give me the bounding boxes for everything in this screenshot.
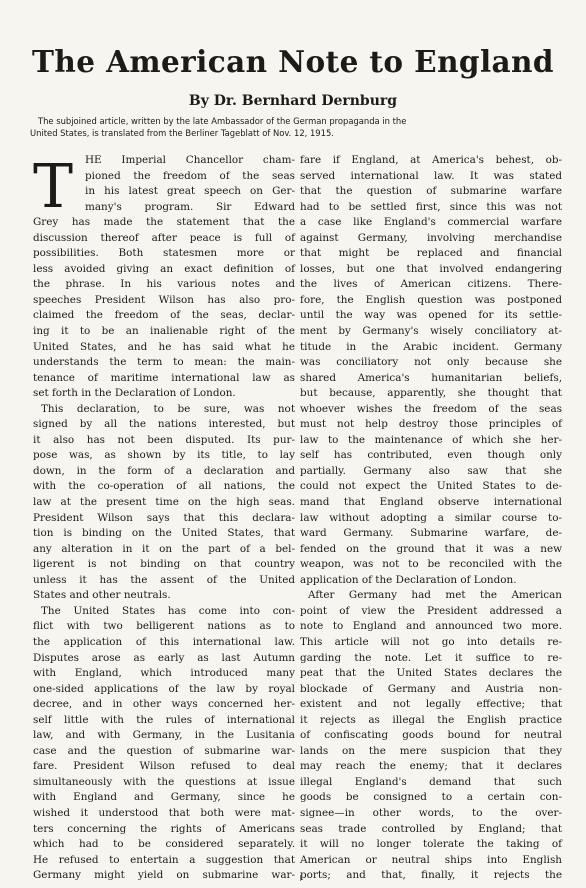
- text-line: weapon, was not to be reconciled with the: [300, 558, 562, 571]
- text-line: it also has not been disputed. Its pur-: [33, 433, 295, 446]
- text-line: it will no longer tolerate the taking of: [300, 838, 562, 851]
- text-line: speeches President Wilson has also pro-: [33, 293, 295, 306]
- text-line: peat that the United States declares the: [300, 667, 562, 680]
- text-line: blockade of Germany and Austria non-: [300, 682, 562, 695]
- text-line: illegal England's demand that such: [300, 775, 562, 788]
- text-line: understands the term to mean: the main-: [33, 356, 295, 369]
- text-line: unless it has the assent of the United: [33, 573, 295, 586]
- text-line: until the way was opened for its settle-: [300, 309, 562, 322]
- text-line: could not expect the United States to de-: [300, 480, 562, 493]
- text-line: mand that England observe international: [300, 496, 562, 509]
- text-line: many's program. Sir Edward: [85, 200, 295, 213]
- text-line: that the question of submarine warfare: [300, 185, 562, 198]
- right-column: [300, 153, 562, 884]
- text-line: tion is binding on the United States, that: [33, 527, 295, 540]
- text-line: with the co-operation of all nations, the: [33, 480, 295, 493]
- text-line: must not help destroy those principles of: [300, 418, 562, 431]
- text-line: note to England and announced two more.: [300, 620, 562, 633]
- text-line: This article will not go into details re-: [300, 635, 562, 648]
- text-line: law, and with Germany, in the Lusitania: [33, 729, 295, 742]
- text-line: ing it to be an inalienable right of the: [33, 325, 295, 338]
- left-column: [33, 153, 295, 884]
- text-line: of confiscating goods bound for neutral: [300, 729, 562, 742]
- text-line: flict with two belligerent nations as to: [33, 620, 295, 633]
- text-line: ligerent is not binding on that country: [33, 558, 295, 571]
- text-line: titude in the Arabic incident. Germany: [300, 340, 562, 353]
- intro-line: The subjoined article, written by the late Ambassador of the German propaganda in the: [38, 116, 407, 126]
- text-line: law without adopting a similar course to-: [300, 511, 562, 524]
- drop-cap: T: [33, 152, 74, 222]
- text-line: against Germany, involving merchandise: [300, 231, 562, 244]
- text-line: case and the question of submarine war-: [33, 744, 295, 757]
- text-line: tenance of maritime international law as: [33, 371, 295, 384]
- text-line: had to be settled first, since this was not: [300, 200, 562, 213]
- text-line: pose was, as shown by its title, to lay: [33, 449, 295, 462]
- text-line: pioned the freedom of the seas: [85, 169, 295, 182]
- text-line: signee—in other words, to the over-: [300, 806, 562, 819]
- text-line: ward Germany. Submarine warfare, de-: [300, 527, 562, 540]
- text-line: President Wilson says that this declara-: [33, 511, 295, 524]
- text-line: ports; and that, finally, it rejects the: [300, 869, 562, 882]
- text-line: the lives of American citizens. There-: [300, 278, 562, 291]
- text-line: fore, the English question was postponed: [300, 293, 562, 306]
- text-line: This declaration, to be sure, was not: [41, 402, 295, 415]
- text-line: After Germany had met the American: [308, 589, 562, 602]
- text-line: with England, which introduced many: [33, 667, 295, 680]
- intro-line: United States, is translated from the Berliner Tageblatt of Nov. 12, 1915.: [30, 128, 334, 138]
- text-line: partially. Germany also saw that she: [300, 464, 562, 477]
- author-byline: By Dr. Bernhard Dernburg: [188, 93, 398, 109]
- text-line: HE Imperial Chancellor cham-: [85, 154, 295, 166]
- text-line: set forth in the Declaration of London.: [33, 387, 236, 400]
- text-line: one-sided applications of the law by royal: [33, 682, 295, 695]
- text-line: self little with the rules of international: [33, 713, 295, 726]
- text-line: United States, and he has said what he: [33, 340, 295, 353]
- text-line: it rejects as illegal the English practice: [300, 713, 562, 726]
- text-line: application of the Declaration of London.: [300, 573, 517, 586]
- text-line: He refused to entertain a suggestion that: [33, 853, 295, 866]
- text-line: Grey has made the statement that the: [33, 216, 295, 229]
- text-line: law to the maintenance of which she her-: [300, 433, 562, 446]
- text-line: fare if England, at America's behest, ob-: [300, 154, 562, 166]
- text-line: wished it understood that both were mat-: [33, 806, 295, 819]
- text-line: American or neutral ships into English: [300, 853, 562, 866]
- text-line: losses, but one that involved endangering: [300, 262, 562, 275]
- text-line: may reach the enemy; that it declares: [300, 760, 562, 773]
- text-line: fare. President Wilson refused to deal: [33, 760, 295, 773]
- text-line: garding the note. Let it suffice to re-: [300, 651, 562, 664]
- text-line: decree, and in other ways concerned her-: [33, 698, 295, 711]
- text-line: seas trade controlled by England; that: [300, 822, 562, 835]
- text-line: with England and Germany, since he: [33, 791, 295, 804]
- text-line: existent and not legally effective; that: [300, 698, 562, 711]
- text-line: whoever wishes the freedom of the seas: [300, 402, 562, 415]
- intro-note: [30, 115, 560, 139]
- text-line: discussion thereof after peace is full of: [33, 231, 295, 244]
- text-line: possibilities. Both statesmen more or: [33, 247, 295, 260]
- text-line: which had to be considered separately.: [33, 838, 295, 851]
- text-line: Disputes arose as early as last Autumn: [33, 651, 295, 664]
- text-line: fended on the ground that it was a new: [300, 542, 562, 555]
- text-line: goods be consigned to a certain con-: [300, 791, 562, 804]
- text-line: claimed the freedom of the seas, declar-: [33, 309, 295, 322]
- text-line: that might be replaced and financial: [300, 247, 562, 260]
- page-mark: [300, 875, 303, 881]
- text-line: a case like England's commercial warfare: [300, 216, 562, 229]
- text-line: self has contributed, even though only: [300, 449, 562, 462]
- text-line: the phrase. In his various notes and: [33, 278, 295, 291]
- text-line: was conciliatory not only because she: [300, 356, 562, 369]
- text-line: shared America's humanitarian beliefs,: [300, 371, 562, 384]
- text-line: down, in the form of a declaration and: [33, 464, 295, 477]
- text-line: ment by Germany's wisely conciliatory at-: [300, 325, 562, 338]
- text-line: lands on the mere suspicion that they: [300, 744, 562, 757]
- text-line: the application of this international law.: [33, 635, 295, 648]
- text-line: States and other neutrals.: [33, 589, 171, 602]
- text-line: point of view the President addressed a: [300, 604, 562, 617]
- text-line: The United States has come into con-: [41, 604, 295, 617]
- text-line: signed by all the nations interested, but: [33, 418, 295, 431]
- text-line: law at the present time on the high seas.: [33, 496, 295, 509]
- article-title: The American Note to England: [32, 44, 554, 79]
- text-line: any alteration in it on the part of a bel-: [33, 542, 295, 555]
- text-line: simultaneously with the questions at issue: [33, 775, 295, 788]
- text-line: served international law. It was stated: [300, 169, 562, 182]
- text-line: but because, apparently, she thought that: [300, 387, 562, 400]
- text-line: ters concerning the rights of Americans: [33, 822, 295, 835]
- text-line: in his latest great speech on Ger-: [85, 185, 295, 198]
- text-line: Germany might yield on submarine war-: [33, 869, 295, 882]
- text-line: less avoided giving an exact definition of: [33, 262, 295, 275]
